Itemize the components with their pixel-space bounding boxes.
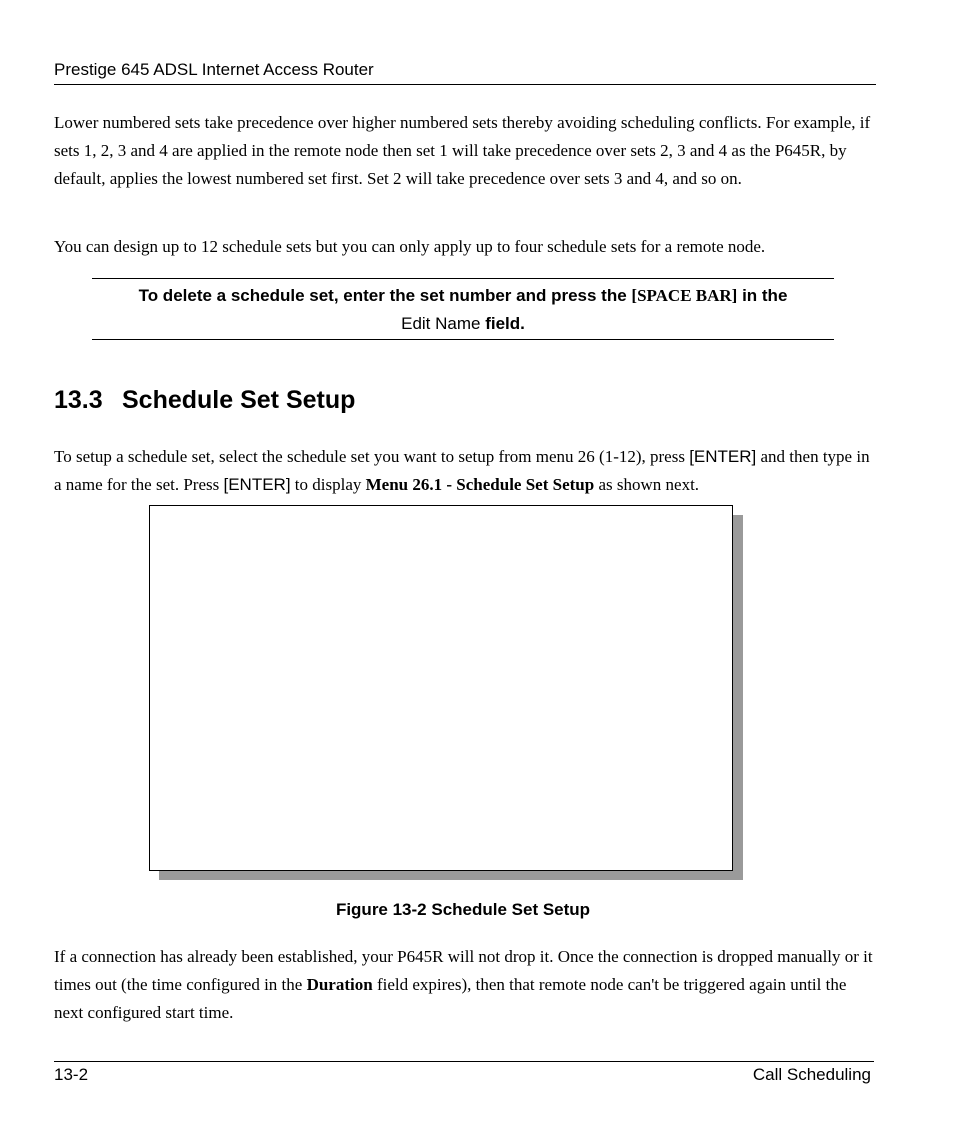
- section-heading: [54, 386, 355, 415]
- precedence-paragraph: Lower numbered sets take precedence over higher numbered sets thereby avoiding scheduling conflicts. For example, if sets 1, 2, 3 and 4 are applied in the remote node then set 1 will take precedence over sets 2, 3 and 4 as the P645R, by default, applies the lowest numbered set first. Set 2 will take precedence over sets 3 and 4, and so on.: [54, 113, 871, 188]
- page-number: 13-2: [54, 1065, 89, 1084]
- note-field-name: Edit Name: [401, 314, 481, 333]
- setup-text-2: and then type in a name for the set. Press: [54, 447, 870, 494]
- figure-frame: [149, 505, 733, 871]
- running-header: Prestige 645 ADSL Internet Access Router: [54, 60, 374, 79]
- footer-rule: [54, 1061, 874, 1062]
- setup-text-4: as shown next.: [594, 475, 700, 494]
- note-line-1: [92, 282, 834, 310]
- setup-paragraph: [54, 443, 876, 499]
- connection-paragraph: [54, 943, 876, 1027]
- delete-note-box: [92, 278, 834, 340]
- schedule-limit-paragraph: You can design up to 12 schedule sets but you can only apply up to four schedule sets for a remote node.: [54, 237, 766, 256]
- note-text-3: field.: [480, 314, 525, 333]
- setup-text-1: To setup a schedule set, select the schedule set you want to setup from menu 26 (1-12), press: [54, 447, 690, 466]
- enter-key-1: [ENTER]: [689, 447, 757, 466]
- final-text-1: If a connection has already been established, your P645R will not drop it. Once the connection is dropped manually or it times out (the time configured in the: [54, 947, 873, 994]
- section-title: Schedule Set Setup: [122, 386, 356, 414]
- chapter-name: Call Scheduling: [752, 1065, 871, 1084]
- figure-caption: Figure 13-2 Schedule Set Setup: [335, 900, 591, 919]
- header-rule: [54, 84, 876, 85]
- section-number: 13.3: [54, 386, 103, 414]
- final-text-2: field expires), then that remote node can't be triggered again until the next configured start time.: [54, 975, 847, 1022]
- note-key: [SPACE BAR]: [631, 286, 738, 305]
- menu-reference: Menu 26.1 - Schedule Set Setup: [365, 475, 595, 494]
- enter-key-2: [ENTER]: [223, 475, 291, 494]
- setup-text-3: to display: [290, 475, 366, 494]
- note-text-2: in the: [737, 286, 788, 305]
- duration-field-ref: Duration: [306, 975, 373, 994]
- note-text-1: To delete a schedule set, enter the set number and press the: [138, 286, 632, 305]
- note-line-2: [92, 310, 834, 338]
